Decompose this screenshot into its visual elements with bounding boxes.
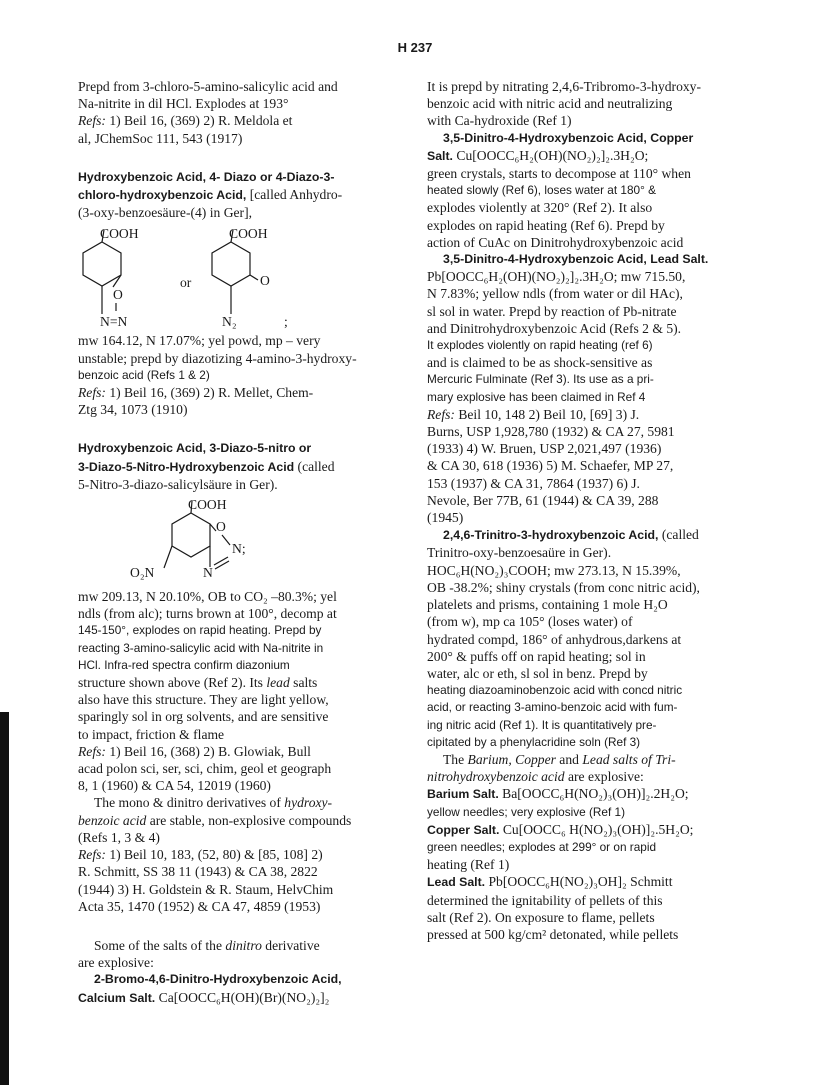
text-line: heated slowly (Ref 6), loses water at 180° & [427, 183, 656, 198]
refs-line: Refs: Beil 10, 148 2) Beil 10, [69] 3) J. [427, 406, 640, 422]
text-line: sl sol in water. Prepd by reaction of Pb-nitrate [427, 303, 677, 319]
benzene-ring [172, 513, 210, 557]
text-line: reacting 3-amino-salicylic acid with Na-nitrite in [78, 640, 324, 655]
text-line: 153 (1937) & CA 31, 7864 (1937) 6) J. [427, 475, 640, 491]
section-heading: 3,5-Dinitro-4-Hydroxybenzoic Acid, Copper [443, 130, 694, 145]
text-line: with Ca-hydroxide (Ref 1) [427, 113, 572, 129]
text-line: 145-150°, explodes on rapid heating. Prepd by [78, 623, 322, 638]
text-line: Some of the salts of the dinitro derivative [94, 937, 320, 953]
text-line: also have this structure. They are light yellow, [78, 692, 329, 708]
text-line: 200° & puffs off on rapid heating; sol in [427, 648, 646, 664]
text-line: acad polon sci, ser, sci, chim, geol et geograph [78, 761, 332, 777]
refs-label: Refs: [427, 406, 455, 422]
text-line: heating diazoaminobenzoic acid with concd nitric [427, 683, 683, 698]
quinone-ring [212, 242, 250, 286]
text-line: hydrated compd, 186° of anhydrous,darkens at [427, 631, 682, 647]
oxygen-label: O [260, 273, 270, 289]
refs-label: Refs: [78, 743, 106, 759]
right-column [427, 78, 745, 943]
text-line: benzoic acid are stable, non-explosive compounds [78, 812, 352, 828]
text-line: pressed at 500 kg/cm² detonated, while pellets [427, 926, 679, 942]
text-line: Pb[OOCC₆H₂(OH)(NO₂)₂]₂.3H₂O; mw 715.50, [427, 269, 686, 285]
text-line: water, alc or eth, sl sol in benz. Prepd by [427, 665, 648, 681]
text-line: Copper Salt. Cu[OOCC₆ H(NO₂)₃(OH)]₂.5H₂O; [427, 821, 694, 837]
text-line: Mercuric Fulminate (Ref 3). Its use as a pri- [427, 372, 654, 387]
text-line: to impact, friction & flame [78, 726, 225, 742]
text-line: It is prepd by nitrating 2,4,6-Tribromo-3-hydroxy- [427, 79, 701, 94]
text-line: structure shown above (Ref 2). Its lead salts [78, 675, 318, 691]
or-label: or [180, 275, 192, 291]
structure-diagram [78, 225, 378, 332]
refs-label: Refs: [78, 113, 106, 129]
text-line: N 7.83%; yellow ndls (from water or dil HAc), [427, 286, 683, 302]
text-line: HOC₆H(NO₂)₃COOH; mw 273.13, N 15.39%, [427, 562, 681, 578]
text-line: heating (Ref 1) [427, 857, 510, 873]
nn-label: N=N [100, 314, 128, 330]
text-line: al, JChemSoc 111, 543 (1917) [78, 130, 243, 146]
text-line: and Dinitrohydroxybenzoic Acid (Refs 2 & 5). [427, 320, 682, 336]
text-line: Nevole, Ber 77B, 61 (1944) & CA 39, 288 [427, 492, 659, 508]
refs-line: Refs: 1) Beil 16, (369) 2) R. Meldola et [78, 113, 293, 129]
refs-label: Refs: [78, 847, 106, 863]
oxygen-label: O [216, 519, 226, 535]
section-heading: 3,5-Dinitro-4-Hydroxybenzoic Acid, Lead Salt. [443, 252, 709, 267]
page-edge-bar [0, 712, 9, 1085]
text-line: cipitated by a phenylacridine soln (Ref 3) [427, 734, 641, 749]
benzene-ring [83, 242, 121, 286]
text-line: The mono & dinitro derivatives of hydroxy- [94, 795, 333, 811]
text-line: acid, or reacting 3-amino-benzoic acid with fum- [427, 700, 678, 715]
text-line: 5-Nitro-3-diazo-salicylsäure in Ger). [78, 476, 278, 492]
text-line: sparingly sol in org solvents, and are sensitive [78, 709, 329, 725]
o2n-label: O₂N [130, 565, 155, 581]
refs-line: Refs: 1) Beil 10, 183, (52, 80) & [85, 108] 2) [78, 847, 323, 863]
text-line: Prepd from 3-chloro-5-amino-salicylic acid and [78, 79, 338, 94]
diazonitro-structure [78, 495, 380, 588]
text-line: ndls (from alc); turns brown at 100°, decomp at [78, 606, 337, 622]
section-heading-line: 2,4,6-Trinitro-3-hydroxybenzoic Acid, (called [443, 527, 699, 543]
cooh-label: COOH [100, 226, 139, 242]
text-line: R. Schmitt, SS 38 11 (1943) & CA 38, 2822 [78, 864, 318, 880]
refs-line: Refs: 1) Beil 16, (368) 2) B. Glowiak, Bull [78, 743, 311, 759]
section-heading: Hydroxybenzoic Acid, 3-Diazo-5-nitro or [78, 441, 312, 456]
text-line: Acta 35, 1470 (1952) & CA 47, 4859 (1953) [78, 898, 321, 914]
text-line: OB -38.2%; shiny crystals (from conc nitric acid), [427, 579, 700, 595]
section-heading: Hydroxybenzoic Acid, 4- Diazo or 4-Diazo-3- [78, 169, 335, 184]
text-line: mw 209.13, N 20.10%, OB to CO₂ –80.3%; yel [78, 589, 337, 605]
section-heading-line: 3-Diazo-5-Nitro-Hydroxybenzoic Acid (called [78, 458, 335, 474]
text-line: Trinitro-oxy-benzoesaüre in Ger). [427, 545, 612, 561]
text-line: (1945) [427, 510, 464, 526]
text-line: salt (Ref 2). On exposure to flame, pellets [427, 909, 655, 925]
text-line: yellow needles; very explosive (Ref 1) [427, 804, 626, 819]
text-line: (Refs 1, 3 & 4) [78, 829, 160, 845]
text-line: unstable; prepd by diazotizing 4-amino-3-hydroxy- [78, 350, 357, 366]
text-line: Ztg 34, 1073 (1910) [78, 402, 188, 418]
text-line: HCl. Infra-red spectra confirm diazonium [78, 657, 290, 672]
text-line: Calcium Salt. Ca[OOCC₆H(OH)(Br)(NO₂)₂]₂ [78, 989, 330, 1005]
section-heading-line: chloro-hydroxybenzoic Acid, [called Anhydro- [78, 187, 343, 203]
cooh-label: COOH [188, 497, 227, 513]
text-line: mw 164.12, N 17.07%; yel powd, mp – very [78, 333, 321, 349]
text-line: and is claimed to be as shock-sensitive as [427, 355, 653, 371]
text-line: action of CuAc on Dinitrohydroxybenzoic acid [427, 234, 684, 250]
oxygen-label: O [113, 287, 123, 303]
text-line: (1944) 3) H. Goldstein & R. Staum, HelvChim [78, 881, 334, 897]
text-line: (3-oxy-benzoesäure-(4) in Ger], [78, 205, 252, 221]
text-line: Salt. Cu[OOCC₆H₂(OH)(NO₂)₂]₂.3H₂O; [427, 147, 649, 163]
n-label: N [203, 565, 213, 581]
text-line: explodes on rapid heating (Ref 6). Prepd by [427, 217, 665, 233]
separator: ; [284, 314, 288, 330]
cooh-label: COOH [229, 226, 268, 242]
text-line: Burns, USP 1,928,780 (1932) & CA 27, 5981 [427, 424, 675, 440]
text-line: benzoic acid with nitric acid and neutralizing [427, 96, 673, 112]
text-line: (from w), mp ca 105° (loses water) of [427, 614, 633, 630]
page-header: H 237 [397, 40, 433, 55]
text-line: benzoic acid (Refs 1 & 2) [78, 367, 210, 382]
refs-line: Refs: 1) Beil 16, (369) 2) R. Mellet, Chem- [78, 385, 314, 401]
text-line: & CA 30, 618 (1936) 5) M. Schaefer, MP 27, [427, 458, 674, 474]
text-line: ing nitric acid (Ref 1). It is quantitatively pre- [427, 717, 657, 732]
text-line: Lead Salt. Pb[OOCC₆H(NO₂)₃OH]₂ Schmitt [427, 874, 673, 890]
n-semicolon-label: N; [232, 541, 246, 557]
text-line: Barium Salt. Ba[OOCC₆H(NO₂)₃(OH)]₂.2H₂O; [427, 786, 689, 802]
left-column [78, 78, 380, 1007]
text-line: nitrohydroxybenzoic acid are explosive: [427, 769, 644, 785]
text-line: It explodes violently on rapid heating (ref 6) [427, 338, 653, 353]
text-line: Na-nitrite in dil HCl. Explodes at 193° [78, 96, 289, 112]
text-line: The Barium, Copper and Lead salts of Tri- [443, 751, 676, 767]
text-line: (1933) 4) W. Bruen, USP 2,021,497 (1936) [427, 441, 662, 457]
text-line: 8, 1 (1960) & CA 54, 12019 (1960) [78, 778, 271, 794]
refs-label: Refs: [78, 385, 106, 401]
text-line: are explosive: [78, 955, 154, 971]
text-line: platelets and prisms, containing 1 mole H₂O [427, 597, 668, 613]
n2-label: N₂ [222, 314, 237, 330]
structure-diagram [78, 495, 378, 588]
text-line: explodes violently at 320° (Ref 2). It also [427, 200, 653, 216]
diazo-structure [78, 225, 380, 332]
section-heading: 2-Bromo-4,6-Dinitro-Hydroxybenzoic Acid, [94, 972, 342, 987]
text-line: green crystals, starts to decompose at 110° when [427, 166, 691, 182]
text-line: green needles; explodes at 299° or on rapid [427, 839, 657, 854]
text-line: determined the ignitability of pellets of this [427, 892, 663, 908]
text-line: mary explosive has been claimed in Ref 4 [427, 389, 646, 404]
